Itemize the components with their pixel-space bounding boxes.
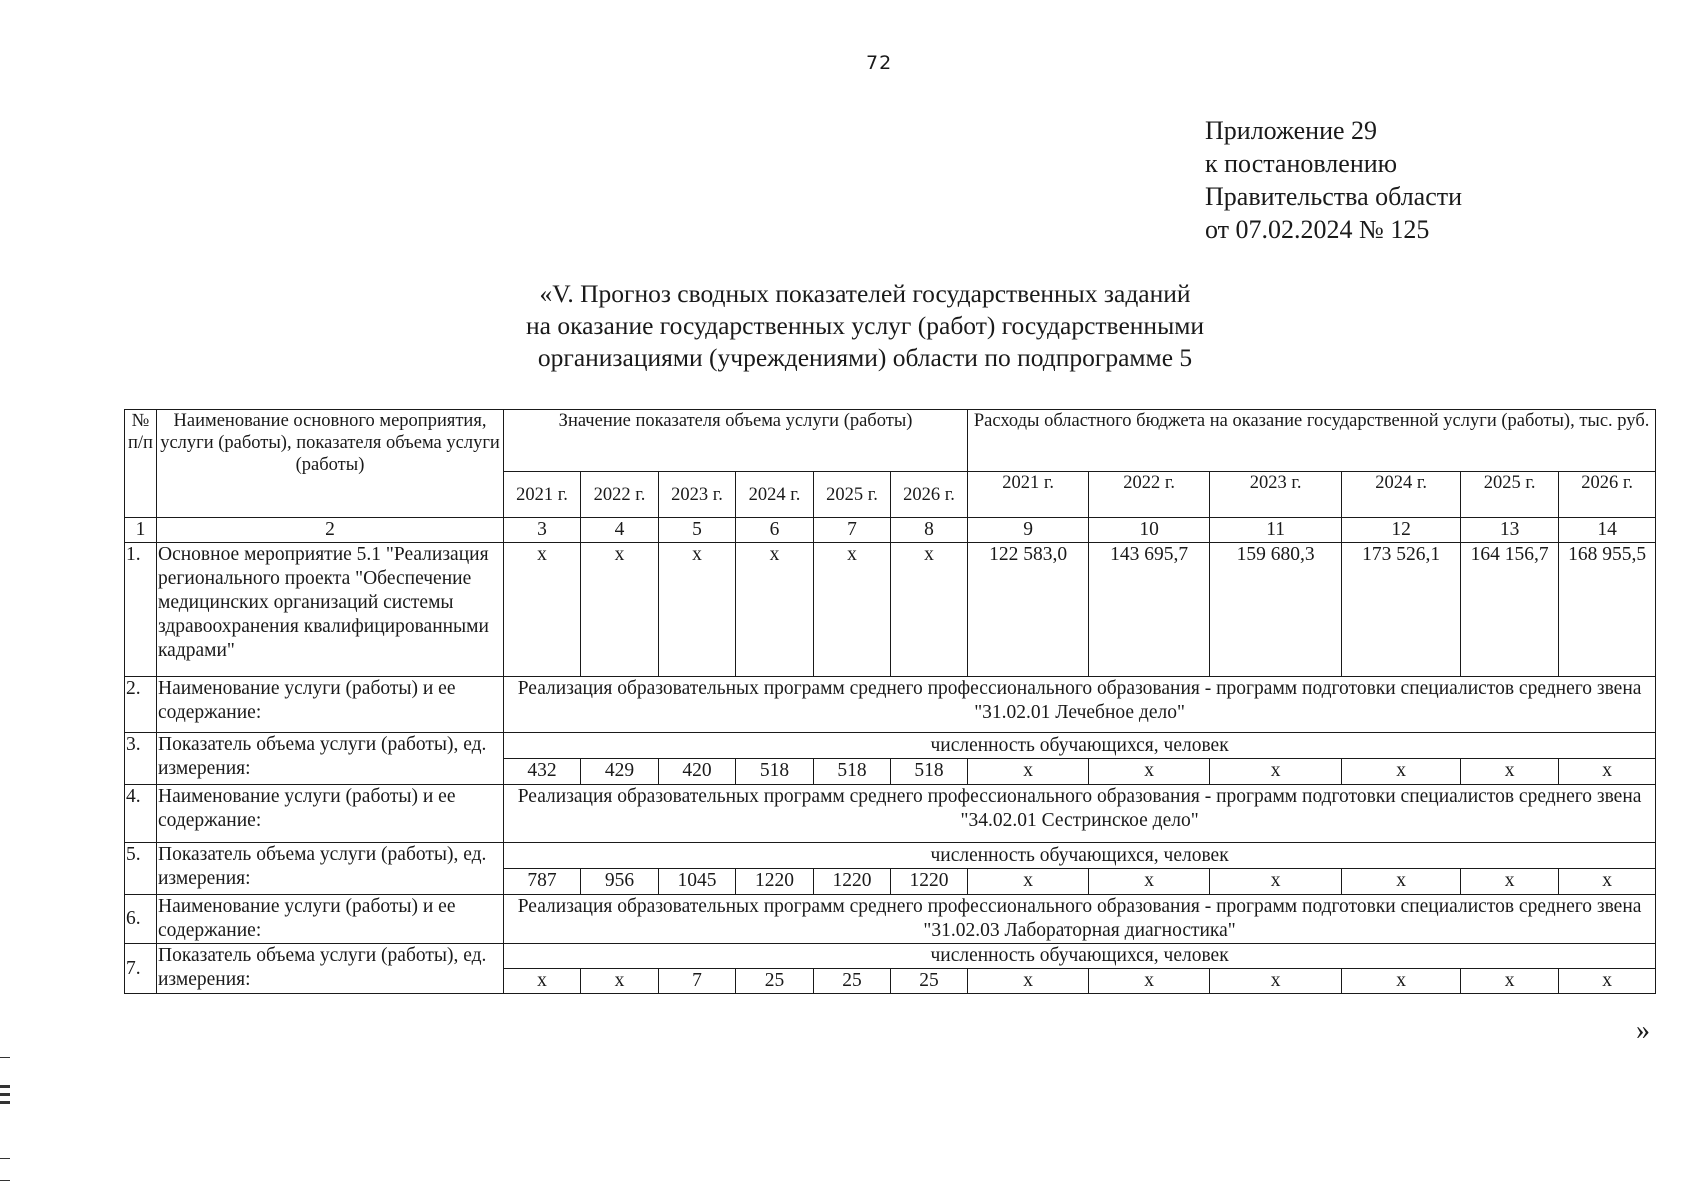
document-title bbox=[465, 278, 1265, 374]
service-description: Реализация образовательных программ среднего профессионального образования - программ подготовки специалистов среднего звена "31.02.03 Лабораторная диагностика" bbox=[504, 895, 1656, 944]
unit-label: численность обучающихся, человек bbox=[504, 733, 1656, 759]
scan-margin-mark bbox=[0, 1093, 10, 1096]
value-cell: 429 bbox=[581, 759, 659, 785]
scan-margin-mark bbox=[0, 1101, 10, 1104]
column-number: 5 bbox=[659, 518, 736, 543]
year-cell: 2026 г. bbox=[891, 472, 968, 518]
scan-margin-mark bbox=[0, 1158, 10, 1159]
table-row bbox=[125, 785, 1656, 843]
table-row bbox=[125, 543, 1656, 677]
column-number: 10 bbox=[1089, 518, 1210, 543]
value-cell: х bbox=[968, 759, 1089, 785]
year-cell: 2024 г. bbox=[1342, 472, 1461, 518]
year-cell: 2021 г. bbox=[968, 472, 1089, 518]
value-cell: х bbox=[1461, 969, 1559, 994]
value-cell: 25 bbox=[814, 969, 891, 994]
value-cell: 7 bbox=[659, 969, 736, 994]
value-cell: 1220 bbox=[814, 869, 891, 895]
column-number: 7 bbox=[814, 518, 891, 543]
unit-label: численность обучающихся, человек bbox=[504, 843, 1656, 869]
row-number: 3. bbox=[125, 733, 157, 785]
row-name: Показатель объема услуги (работы), ед. измерения: bbox=[157, 944, 504, 994]
column-number: 3 bbox=[504, 518, 581, 543]
table-row bbox=[125, 733, 1656, 759]
value-cell: х bbox=[1089, 869, 1210, 895]
value-cell: х bbox=[1461, 869, 1559, 895]
value-cell: х bbox=[1210, 969, 1342, 994]
volume-cell: х bbox=[504, 543, 581, 677]
row-number: 4. bbox=[125, 785, 157, 843]
year-cell: 2022 г. bbox=[1089, 472, 1210, 518]
value-cell: х bbox=[1342, 969, 1461, 994]
value-cell: 25 bbox=[891, 969, 968, 994]
value-cell: 1220 bbox=[736, 869, 814, 895]
year-cell: 2024 г. bbox=[736, 472, 814, 518]
value-cell: х bbox=[1089, 969, 1210, 994]
value-cell: х bbox=[1559, 869, 1656, 895]
volume-cell: х bbox=[814, 543, 891, 677]
value-cell: 518 bbox=[891, 759, 968, 785]
column-number-row bbox=[125, 518, 1656, 543]
row-name: Показатель объема услуги (работы), ед. измерения: bbox=[157, 733, 504, 785]
row-number: 6. bbox=[125, 895, 157, 944]
year-cell: 2023 г. bbox=[659, 472, 736, 518]
header-row bbox=[125, 410, 1656, 472]
value-cell: х bbox=[581, 969, 659, 994]
year-cell: 2026 г. bbox=[1559, 472, 1656, 518]
scan-margin-mark bbox=[0, 1085, 10, 1088]
column-number: 1 bbox=[125, 518, 157, 543]
value-cell: х bbox=[504, 969, 581, 994]
page-number: 72 bbox=[866, 52, 893, 74]
value-cell: х bbox=[968, 969, 1089, 994]
service-description: Реализация образовательных программ среднего профессионального образования - программ подготовки специалистов среднего звена "34.02.01 Сестринское дело" bbox=[504, 785, 1656, 843]
value-cell: 432 bbox=[504, 759, 581, 785]
value-cell: 518 bbox=[736, 759, 814, 785]
year-cell: 2025 г. bbox=[814, 472, 891, 518]
expense-cell: 122 583,0 bbox=[968, 543, 1089, 677]
row-name: Показатель объема услуги (работы), ед. измерения: bbox=[157, 843, 504, 895]
year-cell: 2022 г. bbox=[581, 472, 659, 518]
row-name: Наименование услуги (работы) и ее содержание: bbox=[157, 677, 504, 733]
column-number: 9 bbox=[968, 518, 1089, 543]
value-cell: 518 bbox=[814, 759, 891, 785]
column-number: 2 bbox=[157, 518, 504, 543]
row-number: 7. bbox=[125, 944, 157, 994]
appendix-block bbox=[1205, 114, 1462, 246]
year-cell: 2021 г. bbox=[504, 472, 581, 518]
row-name: Наименование услуги (работы) и ее содержание: bbox=[157, 785, 504, 843]
header-volume-group: Значение показателя объема услуги (работы) bbox=[504, 410, 968, 472]
row-number: 1. bbox=[125, 543, 157, 677]
expense-cell: 159 680,3 bbox=[1210, 543, 1342, 677]
volume-cell: х bbox=[581, 543, 659, 677]
value-cell: 956 bbox=[581, 869, 659, 895]
value-cell: 25 bbox=[736, 969, 814, 994]
value-cell: х bbox=[1210, 869, 1342, 895]
table-row bbox=[125, 677, 1656, 733]
value-cell: 1220 bbox=[891, 869, 968, 895]
expense-cell: 164 156,7 bbox=[1461, 543, 1559, 677]
closing-quote: » bbox=[1636, 1015, 1650, 1046]
volume-cell: х bbox=[891, 543, 968, 677]
forecast-table bbox=[124, 409, 1656, 994]
expense-cell: 168 955,5 bbox=[1559, 543, 1656, 677]
unit-label: численность обучающихся, человек bbox=[504, 944, 1656, 969]
value-cell: х bbox=[1210, 759, 1342, 785]
value-cell: х bbox=[1342, 869, 1461, 895]
scan-margin-mark bbox=[0, 1057, 10, 1058]
column-number: 11 bbox=[1210, 518, 1342, 543]
value-cell: х bbox=[1461, 759, 1559, 785]
table-row bbox=[125, 895, 1656, 944]
appendix-line: Приложение 29 bbox=[1205, 116, 1378, 145]
table-row bbox=[125, 944, 1656, 969]
column-number: 6 bbox=[736, 518, 814, 543]
volume-cell: х bbox=[659, 543, 736, 677]
value-cell: х bbox=[1342, 759, 1461, 785]
column-number: 12 bbox=[1342, 518, 1461, 543]
appendix-line: к постановлению bbox=[1205, 149, 1398, 178]
expense-cell: 143 695,7 bbox=[1089, 543, 1210, 677]
expense-cell: 173 526,1 bbox=[1342, 543, 1461, 677]
table-row bbox=[125, 843, 1656, 869]
year-cell: 2025 г. bbox=[1461, 472, 1559, 518]
value-cell: 420 bbox=[659, 759, 736, 785]
header-num: № п/п bbox=[125, 410, 157, 518]
volume-cell: х bbox=[736, 543, 814, 677]
row-name: Наименование услуги (работы) и ее содержание: bbox=[157, 895, 504, 944]
scan-margin-mark bbox=[0, 1180, 10, 1181]
value-cell: 787 bbox=[504, 869, 581, 895]
value-cell: х bbox=[1089, 759, 1210, 785]
column-number: 4 bbox=[581, 518, 659, 543]
row-name: Основное мероприятие 5.1 "Реализация регионального проекта "Обеспечение медицинских организаций системы здравоохранения квалифицированными кадрами" bbox=[157, 543, 504, 677]
title-line: организациями (учреждениями) области по подпрограмме 5 bbox=[537, 343, 1193, 372]
header-expense-group: Расходы областного бюджета на оказание государственной услуги (работы), тыс. руб. bbox=[968, 410, 1656, 472]
appendix-line: Правительства области bbox=[1205, 182, 1463, 211]
service-description: Реализация образовательных программ среднего профессионального образования - программ подготовки специалистов среднего звена "31.02.01 Лечебное дело" bbox=[504, 677, 1656, 733]
value-cell: х bbox=[968, 869, 1089, 895]
appendix-line: от 07.02.2024 № 125 bbox=[1205, 215, 1430, 244]
row-number: 2. bbox=[125, 677, 157, 733]
value-cell: х bbox=[1559, 759, 1656, 785]
year-cell: 2023 г. bbox=[1210, 472, 1342, 518]
column-number: 14 bbox=[1559, 518, 1656, 543]
value-cell: х bbox=[1559, 969, 1656, 994]
title-line: на оказание государственных услуг (работ) государственными bbox=[526, 311, 1204, 340]
title-line: «V. Прогноз сводных показателей государственных заданий bbox=[539, 279, 1191, 308]
header-name: Наименование основного мероприятия, услуги (работы), показателя объема услуги (работы) bbox=[157, 410, 504, 518]
column-number: 8 bbox=[891, 518, 968, 543]
value-cell: 1045 bbox=[659, 869, 736, 895]
column-number: 13 bbox=[1461, 518, 1559, 543]
row-number: 5. bbox=[125, 843, 157, 895]
